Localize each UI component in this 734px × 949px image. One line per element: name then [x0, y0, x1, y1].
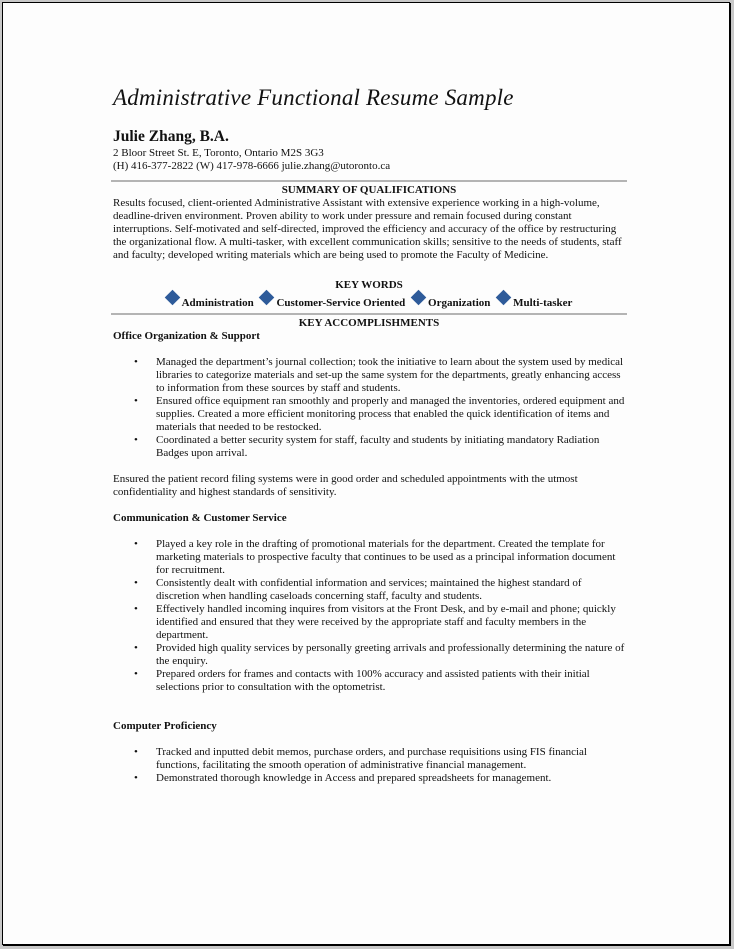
diamond-bullet-icon	[259, 290, 275, 306]
list-item: • Demonstrated thorough knowledge in Access and prepared spreadsheets for management.	[111, 772, 627, 785]
computer-proficiency-list	[111, 746, 627, 785]
keyword-item	[164, 294, 254, 309]
section-title-communication: Communication & Customer Service	[113, 512, 287, 524]
divider	[111, 180, 627, 182]
candidate-name: Julie Zhang, B.A.	[113, 128, 229, 145]
diamond-bullet-icon	[496, 290, 512, 306]
resume-content	[111, 85, 627, 785]
communication-list	[111, 538, 627, 694]
keyword-item	[258, 294, 405, 309]
office-organization-list	[111, 356, 627, 460]
section-title-computer-proficiency: Computer Proficiency	[113, 720, 217, 732]
summary-heading: SUMMARY OF QUALIFICATIONS	[281, 184, 457, 196]
list-item: • Coordinated a better security system for staff, faculty and students by initiating mandatory Radiation Badges upon arrival.	[111, 434, 627, 460]
keyword-item	[410, 294, 490, 309]
keywords-list	[111, 294, 627, 309]
keyword-label: Multi-tasker	[513, 297, 573, 309]
phone-email-line: (H) 416-377-2822 (W) 417-978-6666 julie.zhang@utoronto.ca	[113, 160, 391, 172]
list-item: • Effectively handled incoming inquires from visitors at the Front Desk, and by e-mail and phone; quickly identified and ensured that they were received by the appropriate staff and faculty members in the department.	[111, 603, 627, 642]
keyword-item	[495, 294, 572, 309]
list-item: • Consistently dealt with confidential information and services; maintained the highest standard of discretion when handling caseloads concerning staff, faculty and students.	[111, 577, 627, 603]
summary-text: Results focused, client-oriented Administrative Assistant with extensive experience working in a high-volume, deadline-driven environment. Proven ability to work under pressure and remain focused during constant interruptions. Self-motivated and self-directed, improved the efficiency and accuracy of the office by restructuring the organizational flow. A multi-tasker, with excellent communication skills; sensitive to the needs of students, staff and faculty; developed writing materials which are being used to promote the Faculty of Medicine.	[113, 197, 622, 261]
section-title-office-organization: Office Organization & Support	[113, 330, 260, 342]
list-item: • Ensured office equipment ran smoothly and properly and managed the inventories, ordered equipment and supplies. Created a more efficient monitoring process that enabled the quick identification of items and materials that needed to be restocked.	[111, 395, 627, 434]
document-title: Administrative Functional Resume Sample	[113, 85, 514, 110]
accomplishments-heading: KEY ACCOMPLISHMENTS	[298, 317, 440, 329]
list-item: • Provided high quality services by personally greeting arrivals and professionally determining the nature of the enquiry.	[111, 642, 627, 668]
diamond-bullet-icon	[164, 290, 180, 306]
address-line: 2 Bloor Street St. E, Toronto, Ontario M2S 3G3	[113, 147, 324, 159]
diamond-bullet-icon	[411, 290, 427, 306]
list-item: • Tracked and inputted debit memos, purchase orders, and purchase requisitions using FIS financial functions, facilitating the smooth operation of administrative financial management.	[111, 746, 627, 772]
office-organization-note: Ensured the patient record filing systems were in good order and scheduled appointments with the utmost confidentiality and highest standards of sensitivity.	[113, 473, 578, 498]
keyword-label: Administration	[181, 297, 254, 309]
list-item: • Managed the department’s journal collection; took the initiative to learn about the system used by medical libraries to categorize materials and set-up the same system for the departments, greatly enhancing access to information from these sources by staff and students.	[111, 356, 627, 395]
keyword-label: Customer-Service Oriented	[276, 297, 406, 309]
divider	[111, 313, 627, 315]
list-item: • Prepared orders for frames and contacts with 100% accuracy and assisted patients with their initial selections prior to consultation with the optometrist.	[111, 668, 627, 694]
list-item: • Played a key role in the drafting of promotional materials for the department. Created the template for marketing materials to prospective faculty that continues to be used as a principal information document for recruitment.	[111, 538, 627, 577]
keywords-heading: KEY WORDS	[335, 279, 403, 291]
keyword-label: Organization	[428, 297, 491, 309]
document-page	[2, 2, 730, 945]
